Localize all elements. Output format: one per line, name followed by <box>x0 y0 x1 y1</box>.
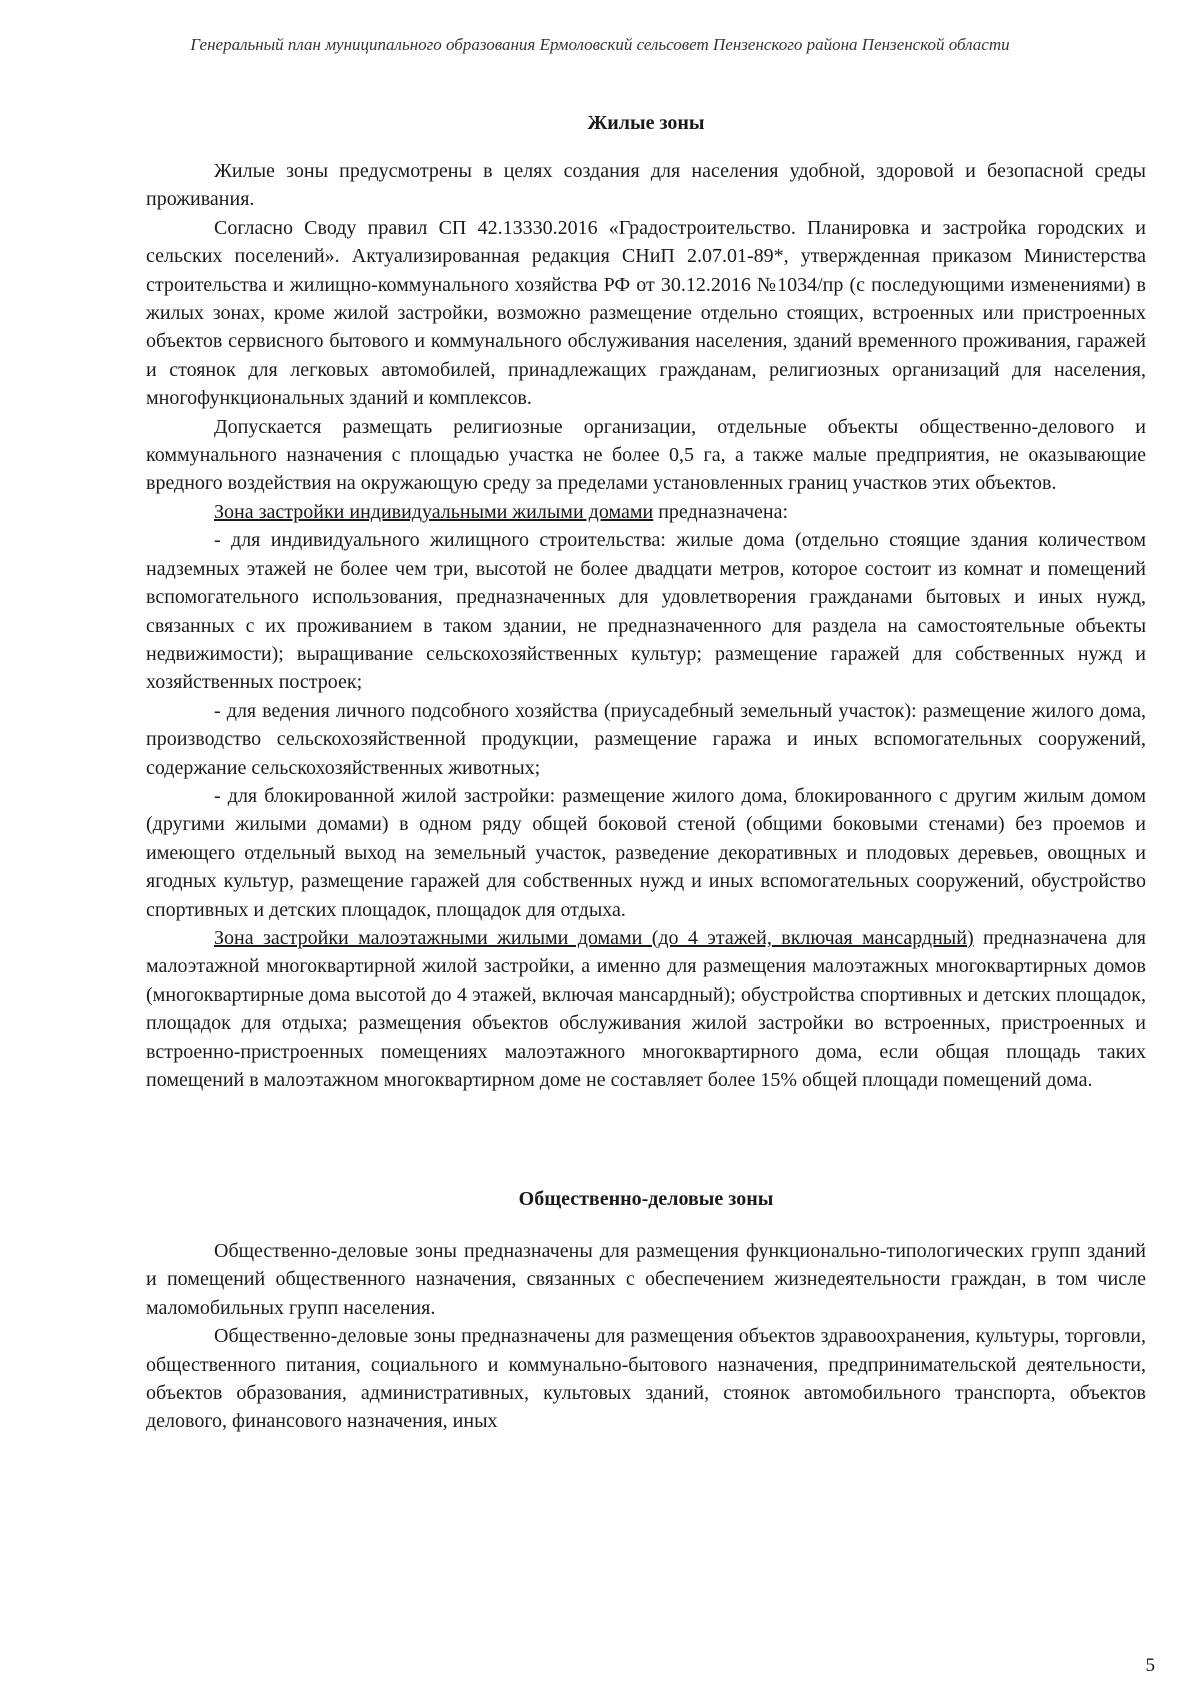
section-body-public-business <box>146 1237 1146 1436</box>
paragraph: Допускается размещать религиозные организации, отдельные объекты общественно-делового и коммунального назначения с площадью участка не более 0,5 га, а также малые предприятия, не оказывающие вредного воздействия на окружающую среду за пределами установленных границ участков этих объектов. <box>146 415 1146 495</box>
paragraph: Согласно Своду правил СП 42.13330.2016 «Градостроительство. Планировка и застройка городских и сельских поселений». Актуализированная редакция СНиП 2.07.01-89*, утвержденная приказом Министерства строительства и жилищно-коммунального хозяйства РФ от 30.12.2016 №1034/пр (с последующими изменениями) в жилых зонах, кроме жилой застройки, возможно размещение отдельно стоящих, встроенных или пристроенных объектов сервисного бытового и коммунального обслуживания населения, зданий временного проживания, гаражей и стоянок для легковых автомобилей, принадлежащих гражданам, религиозных организаций для населения, многофункциональных зданий и комплексов. <box>146 216 1146 410</box>
paragraph: - для индивидуального жилищного строительства: жилые дома (отдельно стоящие здания количеством надземных этажей не более чем три, высотой не более двадцати метров, которое состоит из комнат и помещений вспомогательного использования, предназначенных для удовлетворения гражданами бытовых и иных нужд, связанных с их проживанием в таком здании, не предназначенного для раздела на самостоятельные объекты недвижимости); выращивание сельскохозяйственных культур; размещение гаражей для собственных нужд и хозяйственных построек; <box>146 529 1146 694</box>
zone-name-underlined: Зона застройки малоэтажными жилыми домами (до 4 этажей, включая мансардный) <box>214 926 974 949</box>
section-title-residential: Жилые зоны <box>587 112 705 134</box>
page-number: 5 <box>1145 1655 1155 1676</box>
paragraph: Общественно-деловые зоны предназначены для размещения функционально-типологических групп зданий и помещений общественного назначения, связанных с обеспечением жизнедеятельности граждан, в том числе маломобильных групп населения. <box>146 1240 1146 1319</box>
section-title-public-business: Общественно-деловые зоны <box>518 1188 774 1210</box>
paragraph: - для ведения личного подсобного хозяйства (приусадебный земельный участок): размещение жилого дома, производство сельскохозяйственной продукции, размещение гаража и иных вспомогательных сооружений, содержание сельскохозяйственных животных; <box>146 699 1146 779</box>
paragraph: - для блокированной жилой застройки: размещение жилого дома, блокированного с другим жилым домом (другими жилыми домами) в одном ряду общей боковой стеной (общими боковыми стенами) без проемов и имеющего отдельный выход на земельный участок, разведение декоративных и плодовых деревьев, овощных и ягодных культур, размещение гаражей для собственных нужд и иных вспомогательных сооружений, обустройство спортивных и детских площадок, площадок для отдыха. <box>146 784 1146 921</box>
section-body-residential <box>146 157 1146 1094</box>
paragraph-text: предназначена: <box>653 500 789 523</box>
paragraph: Общественно-деловые зоны предназначены для размещения объектов здравоохранения, культуры, торговли, общественного питания, социального и коммунально-бытового назначения, предпринимательской деятельности, объектов образования, административных, культовых зданий, стоянок автомобильного транспорта, объектов делового, финансового назначения, иных <box>146 1325 1146 1433</box>
running-header: Генеральный план муниципального образования Ермоловский сельсовет Пензенского района Пензенской области <box>190 35 1010 54</box>
paragraph-text: предназначена для малоэтажной многоквартирной жилой застройки, а именно для размещения малоэтажных многоквартирных домов (многоквартирные дома высотой до 4 этажей, включая мансардный); обустройства спортивных и детских площадок, площадок для отдыха; размещения объектов обслуживания жилой застройки во встроенных, пристроенных и встроенно-пристроенных помещениях малоэтажного многоквартирного дома, если общая площадь таких помещений в малоэтажном многоквартирном доме не составляет более 15% общей площади помещений дома. <box>146 926 1146 1091</box>
paragraph: Жилые зоны предусмотрены в целях создания для населения удобной, здоровой и безопасной среды проживания. <box>146 160 1146 211</box>
paragraph <box>146 924 1146 1094</box>
zone-name-underlined: Зона застройки индивидуальными жилыми домами <box>214 500 654 523</box>
paragraph <box>146 498 1146 526</box>
